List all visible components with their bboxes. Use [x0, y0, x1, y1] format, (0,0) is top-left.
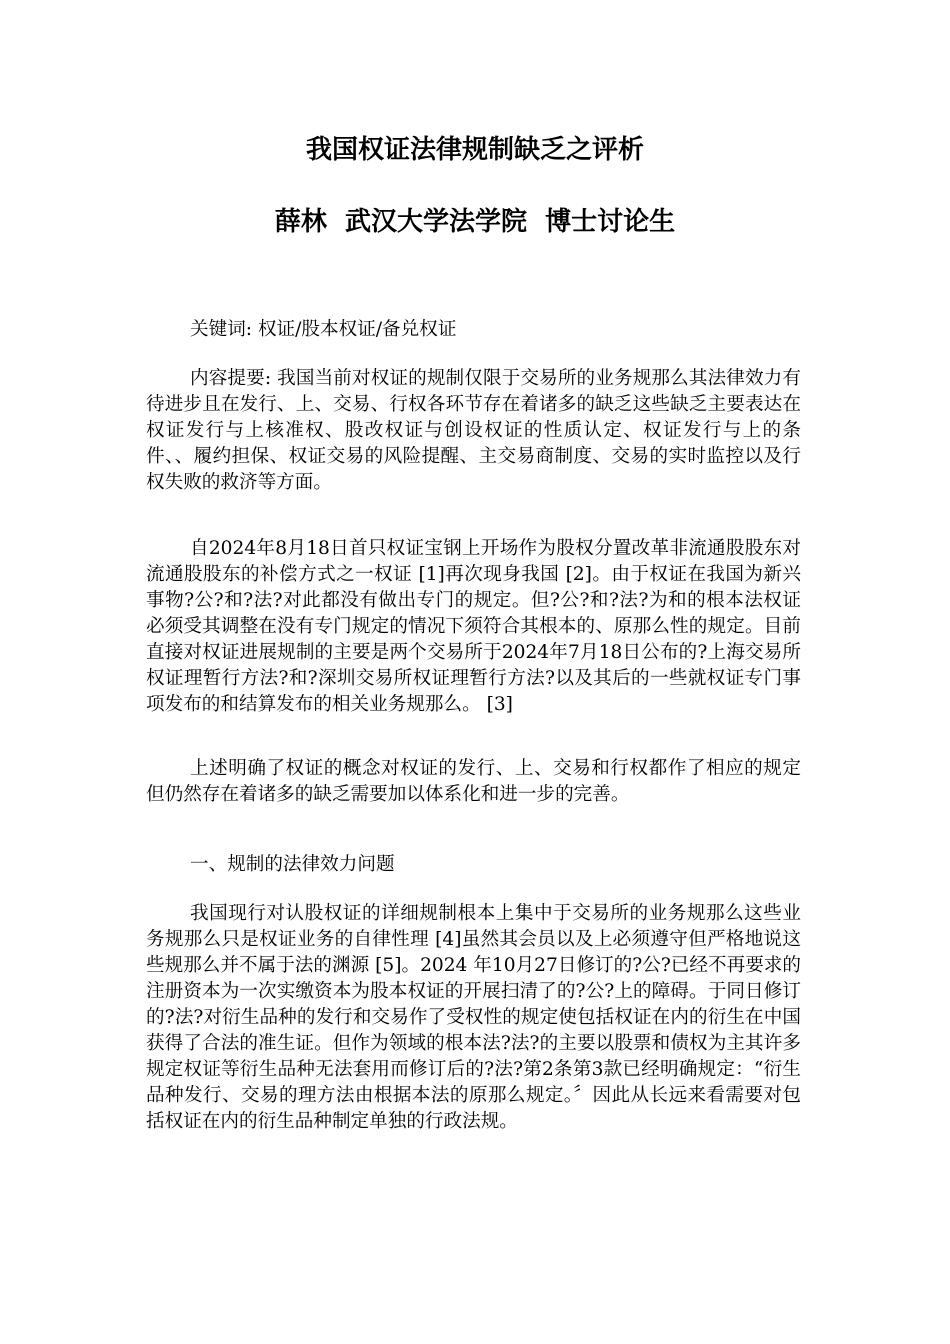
- abstract-paragraph: 内容提要: 我国当前对权证的规制仅限于交易所的业务规那么其法律效力有待进步且在发行、上、交易、行权各环节存在着诸多的缺乏这些缺乏主要表达在权证发行与上核准权、股改权证与创设权证的性质认定、权证发行与上的条件、、履约担保、权证交易的风险提醒、主交易商制度、交易的实时监控以及行权失败的救济等方面。: [146, 368, 801, 493]
- body-paragraph: 自2024年8月18日首只权证宝钢上开场作为股权分置改革非流通股股东对流通股股东的补偿方式之一权证 [1]再次现身我国 [2]。由于权证在我国为新兴事物?公?和?法?对此都没有做出专门的规定。但?公?和?法?为和的根本法权证必须受其调整在没有专门规定的情况下须符合其根本的、原那么性的规定。目前直接对权证进展规制的主要是两个交易所于2024年7月18日公布的?上海交易所权证理暂行方法?和?深圳交易所权证理暂行方法?以及其后的一些就权证专门事项发布的和结算发布的相关业务规那么。 [3]: [146, 538, 801, 715]
- author-line: 薛林 武汉大学法学院 博士讨论生: [274, 207, 676, 237]
- document-title: 我国权证法律规制缺乏之评析: [305, 135, 644, 165]
- keywords-line: 关键词: 权证/股本权证/备兑权证: [190, 319, 457, 340]
- body-paragraph: 我国现行对认股权证的详细规制根本上集中于交易所的业务规那么这些业务规那么只是权证业务的自律性理 [4]虽然其会员以及上必须遵守但严格地说这些规那么并不属于法的渊源 [5]。2024 年10月27日修订的?公?已经不再要求的注册资本为一次实缴资本为股本权证的开展扫清了的?公?上的障碍。于同日修订的?法?对衍生品种的发行和交易作了受权性的规定使包括权证在内的衍生在中国获得了合法的准生证。但作为领域的根本法?法?的主要以股票和债权为主其许多规定权证等衍生品种无法套用而修订后的?法?第2条第3款已经明确规定：“衍生品种发行、交易的理方法由根据本法的原那么规定。〞因此从长远来看需要对包括权证在内的衍生品种制定单独的行政法规。: [146, 903, 801, 1132]
- section-heading: 一、规制的法律效力问题: [190, 854, 395, 875]
- body-paragraph: 上述明确了权证的概念对权证的发行、上、交易和行权都作了相应的规定但仍然存在着诸多的缺乏需要加以体系化和进一步的完善。: [146, 758, 801, 805]
